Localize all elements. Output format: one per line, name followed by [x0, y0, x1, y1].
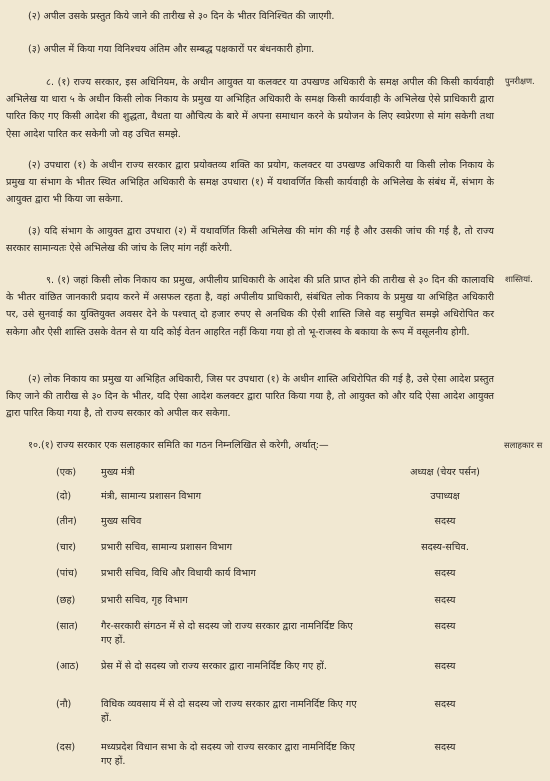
paragraph-section-10-1: १०.(१) राज्य सरकार एक सलाहकार समिति का गठन निम्नलिखित से करेगी, अर्थात्‌:—: [28, 440, 329, 451]
member-role: सदस्य: [434, 661, 456, 672]
member-number: (तीन): [56, 516, 77, 527]
paragraph-section-8-2: (२) उपधारा (१) के अधीन राज्य सरकार द्वारा प्रयोक्तव्य शक्ति का प्रयोग, कलक्टर या उपखण्ड अधिकारी या किसी लोक निकाय के प्रमुख या संभाग के भीतर स्थित अभिहित अधिकारी के समक्ष उपधारा (१) में यथावर्णित किसी कार्यवाही के अभिलेख के संबंध में, संभाग के आयुक्त द्वारा भी किया जा सकेगा.: [6, 160, 494, 206]
margin-note-penalty: शास्तियां.: [505, 274, 533, 284]
member-number: (पांच): [56, 568, 78, 579]
member-role: अध्यक्ष (चेयर पर्सन): [410, 467, 480, 478]
margin-note-revision: पुनरीक्षण.: [505, 76, 535, 86]
paragraph-section-8-1: ८. (१) राज्य सरकार, इस अधिनियम, के अधीन आयुक्त या कलक्टर या उपखण्ड अधिकारी के समक्ष अपील की किसी कार्यवाही अभिलेख या धारा ५ के अधीन किसी लोक निकाय के प्रमुख या अभिहित अधिकारी के समक्ष किसी कार्यवाही के अभिलेख ऐसे प्राधिकारी द्वारा पारित किए गए किसी आदेश की शुद्धता, वैधता या औचित्य के बारे में अपना समाधान करने के प्रयोजन के लिए स्वप्रेरणा से मांग सकेगी तथा ऐसा आदेश पारित कर सकेगी जो वह उचित समझे.: [6, 77, 494, 140]
member-role: सदस्य: [434, 568, 456, 579]
member-number: (सात): [56, 621, 78, 632]
member-designation: मुख्य सचिव: [101, 516, 142, 527]
paragraph-appeal-decision-deadline: (२) अपील उसके प्रस्तुत किये जाने की तारीख से ३० दिन के भीतर विनिश्चित की जाएगी.: [28, 11, 335, 22]
member-role: सदस्य: [434, 595, 456, 606]
member-number: (एक): [56, 467, 77, 478]
paragraph-appeal-decision-final: (३) अपील में किया गया विनिश्चय अंतिम और सम्बद्ध पक्षकारों पर बंधनकारी होगा.: [28, 44, 315, 55]
member-number: (आठ): [56, 661, 79, 672]
paragraph-section-9-2: (२) लोक निकाय का प्रमुख या अभिहित अधिकारी, जिस पर उपधारा (१) के अधीन शास्ति अधिरोपित की गई है, उसे ऐसा आदेश प्रस्तुत किए जाने की तारीख से ३० दिन के भीतर, यदि ऐसा आदेश कलक्टर द्वारा पारित किया गया है, तो आयुक्त को और यदि ऐसा आदेश आयुक्त द्वारा पारित किया गया है, तो राज्य सरकार को अपील कर सकेगा.: [6, 374, 494, 420]
paragraph-section-8-3: (३) यदि संभाग के आयुक्त द्वारा उपधारा (२) में यथावर्णित किसी अभिलेख की मांग की गई है और उसकी जांच की गई है, तो राज्य सरकार सामान्यतः ऐसे अभिलेख की जांच के लिए मांग नहीं करेगी.: [6, 226, 494, 255]
member-role: सदस्य: [434, 621, 456, 632]
member-designation: प्रभारी सचिव, सामान्य प्रशासन विभाग: [101, 542, 233, 553]
member-designation: प्रभारी सचिव, गृह विभाग: [101, 595, 188, 606]
member-role: सदस्य: [434, 699, 456, 710]
member-number: (छह): [56, 595, 76, 606]
member-role: सदस्य-सचिव.: [421, 542, 469, 553]
member-role: सदस्य: [434, 516, 456, 527]
member-role: उपाध्यक्ष: [430, 491, 460, 502]
member-designation: प्रभारी सचिव, विधि और विधायी कार्य विभाग: [101, 568, 256, 579]
member-number: (नौ): [56, 699, 72, 710]
member-designation: मंत्री, सामान्य प्रशासन विभाग: [101, 491, 202, 502]
member-designation: मध्यप्रदेश विधान सभा के दो सदस्य जो राज्य सरकार द्वारा नामनिर्दिष्ट किए गए हों.: [101, 742, 355, 767]
member-designation: विधिक व्यवसाय में से दो सदस्य जो राज्य सरकार द्वारा नामनिर्दिष्ट किए गए हों.: [101, 699, 357, 724]
member-number: (दो): [56, 491, 72, 502]
member-role: सदस्य: [434, 742, 456, 753]
member-number: (चार): [56, 542, 76, 553]
member-designation: प्रेस में से दो सदस्य जो राज्य सरकार द्वारा नामनिर्दिष्ट किए गए हों.: [101, 661, 327, 672]
member-designation: मुख्य मंत्री: [101, 467, 135, 478]
paragraph-section-9-1: ९. (१) जहां किसी लोक निकाय का प्रमुख, अपीलीय प्राधिकारी के आदेश की प्रति प्राप्त होने की तारीख से ३० दिन की कालावधि के भीतर वांछित जानकारी प्रदाय करने में असफल रहता है, वहां अपीलीय प्राधिकारी, संबंधित लोक निकाय के प्रमुख या अभिहित अधिकारी पर, उसे सुनवाई का युक्तियुक्त अवसर देने के पश्चात्‌ दो हजार रुपए से अनधिक की ऐसी शास्ति जिसे वह समुचित समझे अधिरोपित कर सकेगा और ऐसी शास्ति उसके वेतन से या यदि कोई वेतन आहरित नहीं किया गया हो तो भू-राजस्व के बकाया के रूप में वसूलनीय होगी.: [6, 275, 494, 338]
member-designation: गैर-सरकारी संगठन में से दो सदस्य जो राज्य सरकार द्वारा नामनिर्दिष्ट किए गए हों.: [101, 621, 353, 646]
margin-note-advisory: सलाहकार स: [504, 440, 543, 450]
member-number: (दस): [56, 742, 76, 753]
